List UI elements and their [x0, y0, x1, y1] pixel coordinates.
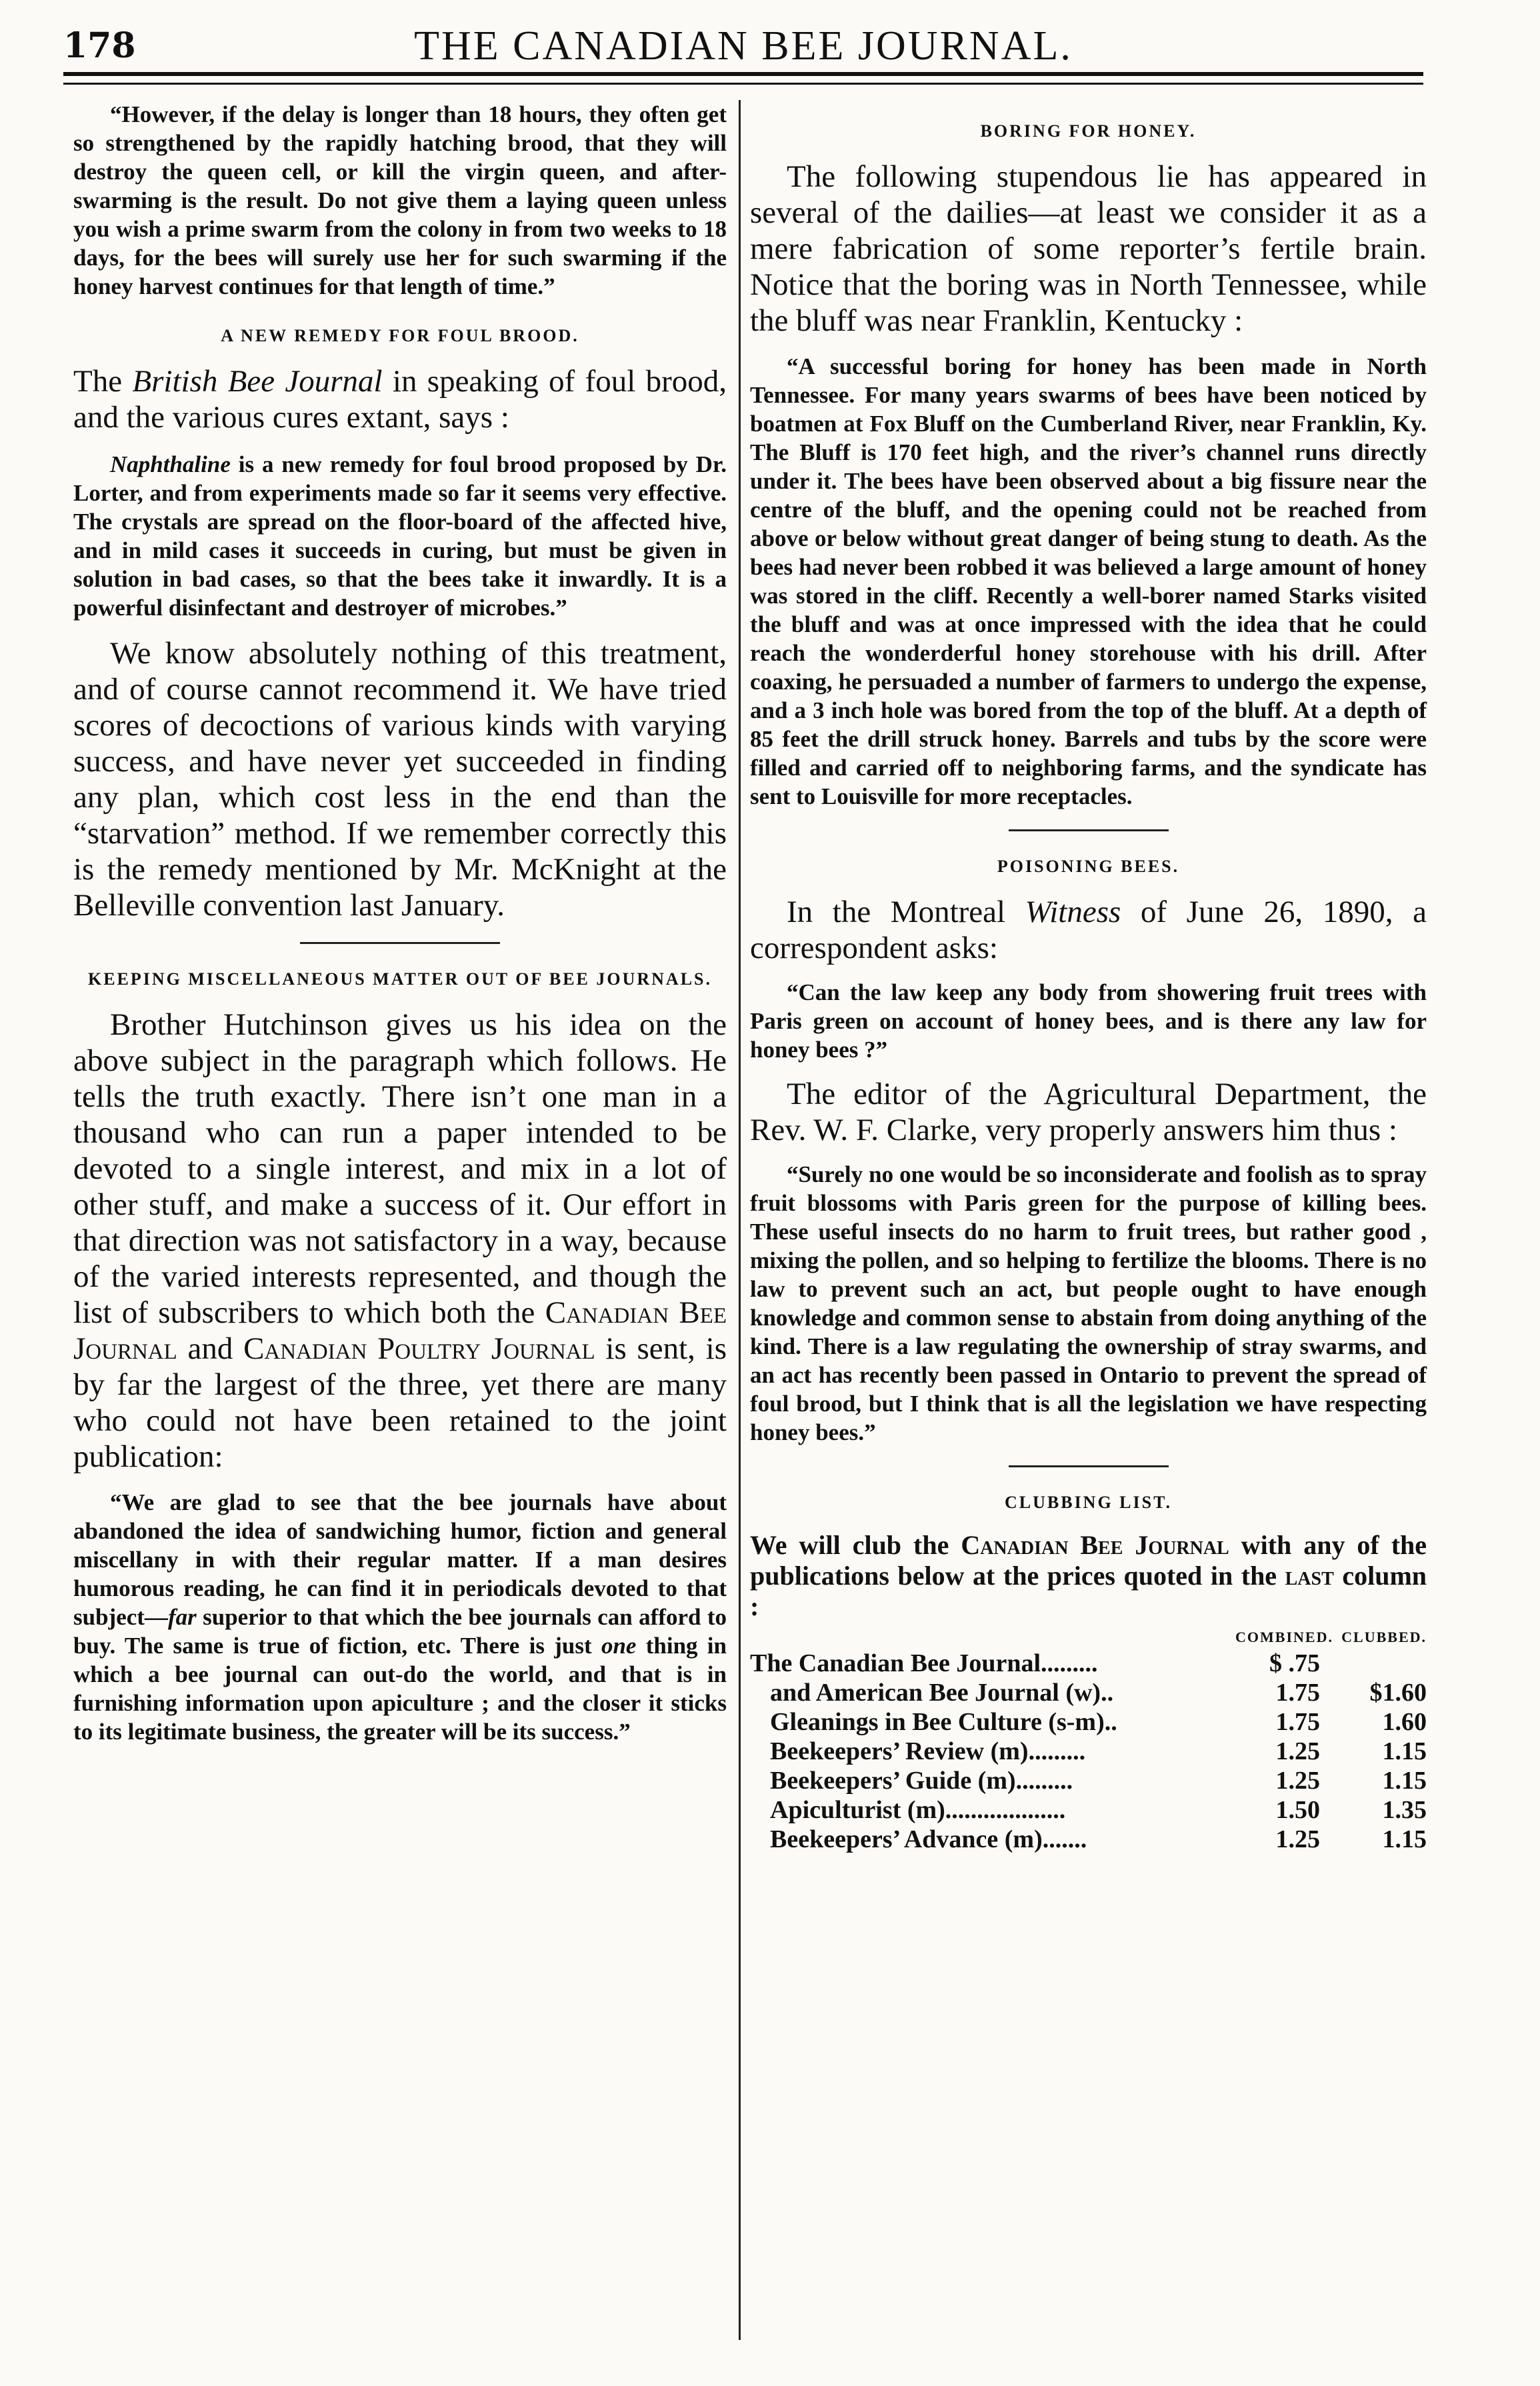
poisoning-editor: The editor of the Agricultural Department, the Rev. W. F. Clarke, very properly answers him thus :: [750, 1077, 1427, 1147]
naphthaline-term: Naphthaline: [110, 451, 231, 477]
table-row: [750, 1795, 1427, 1825]
combined-price: 1.75: [1275, 1679, 1320, 1707]
club-price: $1.60: [1369, 1679, 1427, 1707]
club-price: 1.60: [1382, 1708, 1427, 1736]
misc-para-a: Brother Hutchinson gives us his idea on the above subject in the paragraph which follows. He tells the truth exactly. There isn’t one man in a thousand who can run a paper intended to be devoted to a single interest, and mix in a lot of other stuff, and make a success of it. Our effort in that direction was not satisfactory in a way, because of the varied interests represented, and though the list of subscribers to which both the: [73, 1007, 727, 1330]
naphthaline-text: is a new remedy for foul brood proposed by Dr. Lorter, and from experiments made so far it seems very effective. The crystals are spread on the floor-board of the affected hive, and in mild cases it succeeds in curing, but must be given in solution in bad cases, so that the bees take it inwardly. It is a powerful disinfectant and destroyer of microbes.”: [73, 451, 727, 621]
table-row: [750, 1678, 1427, 1707]
table-row: [750, 1707, 1427, 1737]
table-row: [750, 1737, 1427, 1766]
clubbing-intro-post: with any of the publications below at the prices quoted in the: [750, 1530, 1427, 1591]
poisoning-answer: “Surely no one would be so inconsiderate and foolish as to spray fruit blossoms with Paris green for the purpose of killing bees. These useful insects do no harm to fruit trees, but rather good , mixing the pollen, and so helping to fertilize the blooms. There is no law to prevent such an act, but people ought to have enough knowledge and common sense to abstain from doing anything of the kind. There is a law regulating the ownership of stray swarms, and an act has recently been passed in Ontario to prevent the spread of foul brood, but I think that is all the legislation we have respecting honey bees.”: [750, 1161, 1427, 1445]
clubbing-heading: CLUBBING LIST.: [1004, 1493, 1173, 1512]
misc-heading: KEEPING MISCELLANEOUS MATTER OUT OF BEE JOURNALS.: [87, 969, 713, 989]
canadian-poultry-journal-name: Canadian Poultry Journal: [243, 1331, 595, 1366]
combined-price: 1.25: [1275, 1737, 1320, 1765]
clubbing-col-club: CLUBBED.: [1341, 1629, 1427, 1645]
foul-brood-intro: [73, 363, 727, 435]
clubbing-intro-end: column :: [750, 1561, 1427, 1621]
swarming-quote: “However, if the delay is longer than 18 hours, they often get so strengthened by the rapidly hatching brood, that they will destroy the queen cell, or kill the virgin queen, and after-swarming is the result. Do not give them a laying queen unless you wish a prime swarm from the colony in from two weeks to 18 days, for the bees will surely use her for such swarming if the honey harvest continues for that length of time.”: [73, 101, 727, 299]
british-bee-journal: British Bee Journal: [132, 364, 383, 399]
club-price: [1333, 1649, 1427, 1678]
clubbing-cbj-name: Canadian Bee Journal: [961, 1530, 1229, 1560]
foul-brood-intro-pre: The: [73, 364, 123, 399]
publication-name: Beekeepers’ Review (m).........: [770, 1737, 1086, 1765]
publication-name: The Canadian Bee Journal.........: [750, 1649, 1098, 1677]
clubbing-intro: [750, 1530, 1427, 1622]
table-row: [750, 1649, 1427, 1678]
combined-price: 1.25: [1275, 1767, 1320, 1795]
poisoning-intro-post: of June 26, 1890, a correspondent asks:: [750, 895, 1427, 965]
combined-price: 1.25: [1275, 1825, 1320, 1853]
clubbing-table-header: [750, 1629, 1427, 1649]
poisoning-intro: [750, 894, 1427, 966]
hutchinson-quote-a: “We are glad to see that the bee journals have about abandoned the idea of sandwiching humor, fiction and general miscellany in with their regular matter. If a man desires humorous reading, he can find it in periodicals devoted to that subject—: [73, 1489, 727, 1630]
canadian-bee-journal-name: Canadian Bee Journal: [73, 1295, 727, 1366]
table-row: [750, 1766, 1427, 1795]
club-price: 1.15: [1382, 1767, 1427, 1795]
poisoning-intro-pre: In the Montreal: [787, 895, 1006, 929]
publication-name: Beekeepers’ Guide (m).........: [770, 1767, 1073, 1795]
publication-name: Beekeepers’ Advance (m).......: [770, 1825, 1087, 1853]
club-price: 1.15: [1382, 1825, 1427, 1853]
page-header: [63, 16, 1423, 69]
combined-price: $ .75: [1269, 1649, 1320, 1677]
naphthaline-quote: [73, 450, 727, 622]
table-row: [750, 1825, 1427, 1854]
publication-name: Gleanings in Bee Culture (s-m)..: [770, 1708, 1117, 1736]
combined-price: 1.50: [1275, 1796, 1320, 1824]
clubbing-last: last: [1285, 1561, 1334, 1591]
club-price: 1.35: [1382, 1796, 1427, 1824]
boring-heading: BORING FOR HONEY.: [980, 121, 1197, 141]
combined-price: 1.75: [1275, 1708, 1320, 1736]
misc-and: and: [187, 1331, 233, 1366]
poisoning-heading: POISONING BEES.: [997, 857, 1180, 876]
hutchinson-em-one: one: [601, 1633, 637, 1659]
publication-name: and American Bee Journal (w)..: [770, 1679, 1114, 1707]
right-column: [750, 100, 1427, 1854]
hutchinson-em-far: far: [167, 1604, 197, 1630]
witness-name: Witness: [1025, 895, 1121, 929]
misc-para-b: is sent, is by far the largest of the three, yet there are many who could not have been retained to the joint publication:: [73, 1331, 727, 1474]
publication-name: Apiculturist (m)...................: [770, 1796, 1066, 1824]
hutchinson-quote-c: thing in which a bee journal can out-do the world, and that is in furnishing information upon apiculture ; and the closer it sticks to its legitimate business, the greater will be its success.”: [73, 1633, 727, 1745]
hutchinson-quote: [73, 1488, 727, 1746]
header-rule-thin: [63, 83, 1423, 85]
header-rule: [63, 72, 1423, 76]
column-divider: [739, 100, 741, 2340]
section-separator: [1009, 829, 1169, 831]
hutchinson-quote-b: superior to that which the bee journals can afford to buy. The same is true of fiction, etc. There is just: [73, 1604, 727, 1659]
boring-quote: “A successful boring for honey has been made in North Tennessee. For many years swarms of bees have been noticed by boatmen at Fox Bluff on the Cumberland River, near Franklin, Ky. The Bluff is 170 feet high, and the river’s channel runs directly under it. The bees have been observed about a big fissure near the centre of the bluff, and the opening could not be reached from above or below without great danger of being stung to death. As the bees had never been robbed it was believed a large amount of honey was stored in the cliff. Recently a well-borer named Starks visited the bluff and was at once impressed with the idea that he could reach the wonderderful honey storehouse with his drill. After coaxing, he persuaded a number of farmers to undergo the expense, and a 3 inch hole was bored from the top of the bluff. At a depth of 85 feet the drill struck honey. Barrels and tubs by the score were filled and carried off to neighboring farms, and the syndicate has sent to Louisville for more receptacles.: [750, 353, 1427, 809]
clubbing-table: [750, 1629, 1427, 1854]
clubbing-col-combined: COMBINED.: [1235, 1629, 1333, 1645]
foul-brood-heading: A NEW REMEDY FOR FOUL BROOD.: [221, 326, 579, 345]
section-separator: [1009, 1465, 1169, 1467]
page-number: 178: [63, 25, 136, 66]
clubbing-intro-pre: We will club the: [750, 1530, 949, 1560]
foul-brood-intro-post: in speaking of foul brood, and the various cures extant, says :: [73, 364, 727, 435]
club-price: 1.15: [1382, 1737, 1427, 1765]
clubbing-col-name: [750, 1629, 1227, 1649]
left-column: [73, 100, 727, 1746]
boring-intro: The following stupendous lie has appeared in several of the dailies—at least we consider it as a mere fabrication of some reporter’s fertile brain. Notice that the boring was in North Tennessee, while the bluff was near Franklin, Kentucky :: [750, 159, 1427, 338]
misc-paragraph: [73, 1007, 727, 1475]
journal-title: THE CANADIAN BEE JOURNAL.: [414, 23, 1073, 69]
poisoning-question: “Can the law keep any body from showering fruit trees with Paris green on account of honey bees, and is there any law for honey bees ?”: [750, 979, 1427, 1063]
section-separator: [300, 942, 500, 944]
foul-brood-comment: We know absolutely nothing of this treatment, and of course cannot recommend it. We have tried scores of decoctions of various kinds with varying success, and have never yet succeeded in finding any plan, which cost less in the end than the “starvation” method. If we remember correctly this is the remedy mentioned by Mr. McKnight at the Belleville convention last January.: [73, 636, 727, 923]
